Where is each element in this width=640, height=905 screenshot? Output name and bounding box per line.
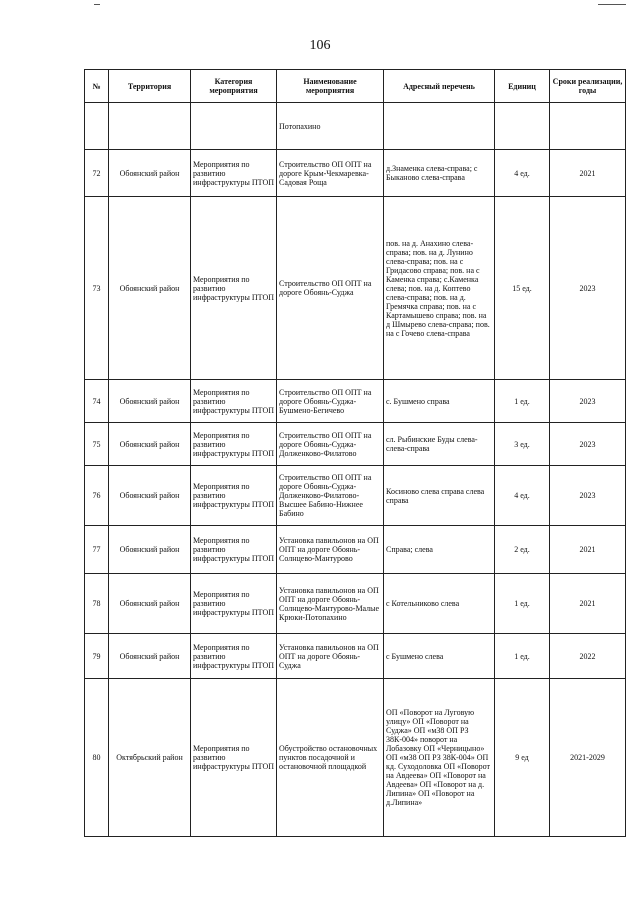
cell-territory: Обоянский район xyxy=(109,197,191,380)
cell-territory: Обоянский район xyxy=(109,634,191,679)
cell-unit: 4 ед. xyxy=(495,466,550,526)
cell-address: сл. Рыбинские Буды слева-слева-справа xyxy=(384,423,495,466)
cell-category: Мероприятия по развитию инфраструктуры ПТОП xyxy=(191,526,277,574)
cell-term: 2021 xyxy=(550,526,626,574)
cell-territory: Обоянский район xyxy=(109,423,191,466)
cell-name: Строительство ОП ОПТ на дороге Обоянь-Суджа-Долженково-Филатово-Высшее Бабино-Нижнее Бабино xyxy=(277,466,384,526)
cell-unit: 4 ед. xyxy=(495,150,550,197)
cell-territory: Обоянский район xyxy=(109,574,191,634)
cell-term: 2023 xyxy=(550,197,626,380)
table-row xyxy=(85,466,626,526)
cell-address: с. Бушмено справа xyxy=(384,380,495,423)
cell-num: 79 xyxy=(85,634,109,679)
cell-territory: Обоянский район xyxy=(109,526,191,574)
cell-address: пов. на д. Анахино слева-справа; пов. на д. Лунино слева-справа; пов. на с Гридасово справа; пов. на с Каменка справа; с.Каменка слева; пов. на д. Коптево слева-справа; пов. на д. Гремячка справа; пов. на с Картамышево справа; пов. на д Шмырево слева-справа; пов. на с Гочево слева-справа xyxy=(384,197,495,380)
cell-unit: 1 ед. xyxy=(495,634,550,679)
header-term: Сроки реализации, годы xyxy=(550,70,626,103)
cell-territory: Октябрьский район xyxy=(109,679,191,837)
cell-num: 74 xyxy=(85,380,109,423)
table-row xyxy=(85,679,626,837)
cell-term xyxy=(550,103,626,150)
cell-name: Потопахино xyxy=(277,103,384,150)
cell-address: с Котельниково слева xyxy=(384,574,495,634)
cell-unit: 3 ед. xyxy=(495,423,550,466)
cell-num: 77 xyxy=(85,526,109,574)
cell-num: 75 xyxy=(85,423,109,466)
cell-num: 73 xyxy=(85,197,109,380)
cell-territory xyxy=(109,103,191,150)
cell-address: ОП «Поворот на Луговую улицу» ОП «Поворот на Суджа» ОП «м38 ОП РЗ 38К-004» поворот на Лобазовку ОП «Черницыно» ОП «м38 ОП РЗ 38К-004» ОП кд. Суходоловка ОП «Поворот на Авдеева» ОП «Поворот на Авдеева» ОП «Поворот на д. Липина» ОП «Поворот на д.Липина» xyxy=(384,679,495,837)
measures-table xyxy=(84,69,626,837)
cell-name: Установка павильонов на ОП ОПТ на дороге Обоянь-Суджа xyxy=(277,634,384,679)
cell-num: 72 xyxy=(85,150,109,197)
cell-unit: 15 ед. xyxy=(495,197,550,380)
table-row xyxy=(85,380,626,423)
cell-territory: Обоянский район xyxy=(109,466,191,526)
cell-category: Мероприятия по развитию инфраструктуры ПТОП xyxy=(191,197,277,380)
cell-category: Мероприятия по развитию инфраструктуры ПТОП xyxy=(191,466,277,526)
cell-name: Установка павильонов на ОП ОПТ на дороге Обоянь-Солнцево-Мантурово xyxy=(277,526,384,574)
cell-num: 78 xyxy=(85,574,109,634)
cell-term: 2023 xyxy=(550,466,626,526)
cell-category xyxy=(191,103,277,150)
header-territory: Территория xyxy=(109,70,191,103)
scan-mark xyxy=(94,4,100,5)
cell-category: Мероприятия по развитию инфраструктуры ПТОП xyxy=(191,574,277,634)
cell-category: Мероприятия по развитию инфраструктуры ПТОП xyxy=(191,679,277,837)
cell-category: Мероприятия по развитию инфраструктуры ПТОП xyxy=(191,634,277,679)
cell-territory: Обоянский район xyxy=(109,150,191,197)
cell-address: Справа; слева xyxy=(384,526,495,574)
cell-term: 2022 xyxy=(550,634,626,679)
header-num: № xyxy=(85,70,109,103)
table-row xyxy=(85,197,626,380)
cell-address: с Бушмено слева xyxy=(384,634,495,679)
cell-num: 76 xyxy=(85,466,109,526)
cell-num: 80 xyxy=(85,679,109,837)
cell-unit xyxy=(495,103,550,150)
header-category: Категория мероприятия xyxy=(191,70,277,103)
cell-term: 2023 xyxy=(550,380,626,423)
cell-term: 2023 xyxy=(550,423,626,466)
cell-category: Мероприятия по развитию инфраструктуры ПТОП xyxy=(191,150,277,197)
cell-unit: 2 ед. xyxy=(495,526,550,574)
cell-name: Обустройство остановочных пунктов посадочной и остановочной площадкой xyxy=(277,679,384,837)
table-row xyxy=(85,423,626,466)
cell-term: 2021 xyxy=(550,150,626,197)
table-row-continuation xyxy=(85,103,626,150)
cell-name: Установка павильонов на ОП ОПТ на дороге Обоянь-Солнцево-Мантурово-Малые Крюки-Потопахино xyxy=(277,574,384,634)
table-header-row xyxy=(85,70,626,103)
cell-term: 2021-2029 xyxy=(550,679,626,837)
cell-unit: 1 ед. xyxy=(495,574,550,634)
table-row xyxy=(85,634,626,679)
cell-name: Строительство ОП ОПТ на дороге Крым-Чекмаревка-Садовая Роща xyxy=(277,150,384,197)
header-address: Адресный перечень xyxy=(384,70,495,103)
cell-name: Строительство ОП ОПТ на дороге Обоянь-Суджа xyxy=(277,197,384,380)
cell-territory: Обоянский район xyxy=(109,380,191,423)
table-row xyxy=(85,574,626,634)
page-number: 106 xyxy=(309,38,331,53)
cell-category: Мероприятия по развитию инфраструктуры ПТОП xyxy=(191,423,277,466)
cell-address xyxy=(384,103,495,150)
cell-num xyxy=(85,103,109,150)
cell-unit: 9 ед xyxy=(495,679,550,837)
cell-name: Строительство ОП ОПТ на дороге Обоянь-Суджа-Долженково-Филатово xyxy=(277,423,384,466)
cell-address: Косиново слева справа слева справа xyxy=(384,466,495,526)
header-name: Наименование мероприятия xyxy=(277,70,384,103)
cell-name: Строительство ОП ОПТ на дороге Обоянь-Суджа-Бушмено-Бегичево xyxy=(277,380,384,423)
scan-mark xyxy=(598,4,626,5)
cell-address: д.Знаменка слева-справа; с Быканово слева-справа xyxy=(384,150,495,197)
table-row xyxy=(85,526,626,574)
table-row xyxy=(85,150,626,197)
cell-category: Мероприятия по развитию инфраструктуры ПТОП xyxy=(191,380,277,423)
header-unit: Единиц xyxy=(495,70,550,103)
cell-unit: 1 ед. xyxy=(495,380,550,423)
cell-term: 2021 xyxy=(550,574,626,634)
